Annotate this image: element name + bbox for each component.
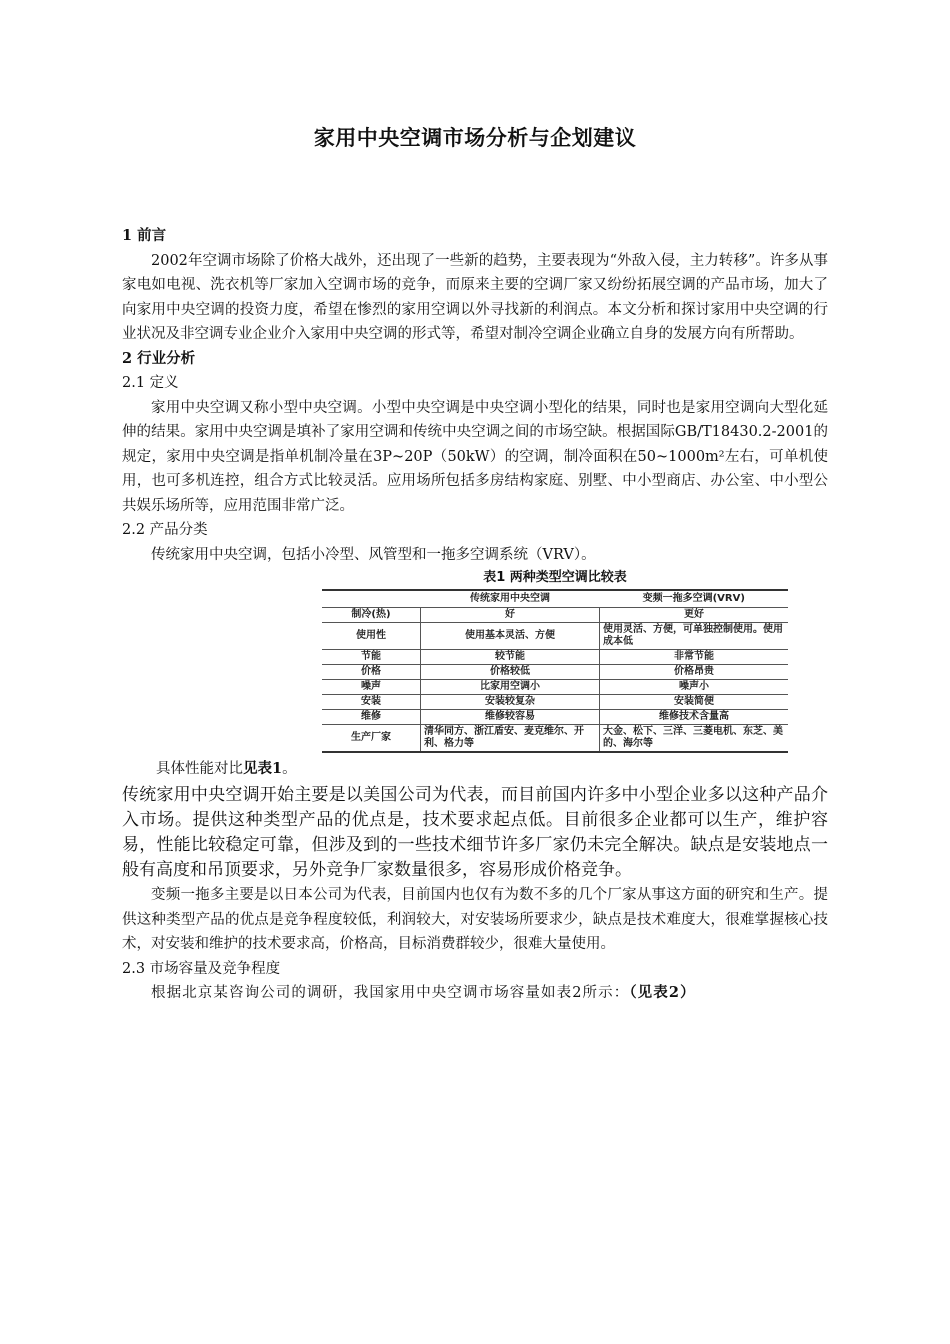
table-cell: 非常节能 [600, 650, 789, 665]
table-cell: 安装 [322, 695, 421, 710]
table-cell: 安装较复杂 [421, 695, 600, 710]
table-cell: 大金、松下、三洋、三菱电机、东芝、美的、海尔等 [600, 725, 789, 753]
table-row [322, 725, 788, 753]
table-cell: 噪声 [322, 680, 421, 695]
table-cell: 价格较低 [421, 665, 600, 680]
subsection-heading-2-1: 2.1 定义 [122, 375, 179, 391]
comparison-table [322, 589, 788, 753]
document-body [122, 224, 828, 1006]
table-cell: 清华同方、浙江盾安、麦克维尔、开利、格力等 [421, 725, 600, 753]
table-row [322, 608, 788, 623]
table-row [322, 623, 788, 650]
subsection-heading-2-3: 2.3 市场容量及竞争程度 [122, 960, 281, 977]
table-ref-end: 。 [282, 761, 297, 777]
table-cell: 比家用空调小 [421, 680, 600, 695]
table-row [322, 695, 788, 710]
table-header-cell [322, 590, 421, 608]
table-row [322, 710, 788, 725]
table-cell: 噪声小 [600, 680, 789, 695]
table-cell: 制冷(热) [322, 608, 421, 623]
table-cell: 使用灵活、方便，可单独控制使用。使用成本低 [600, 623, 789, 650]
table-row [322, 665, 788, 680]
table-cell: 更好 [600, 608, 789, 623]
table-cell: 价格昂贵 [600, 665, 789, 680]
vrv-paragraph: 变频一拖多主要是以日本公司为代表，目前国内也仅有为数不多的几个厂家从事这方面的研究和生产。提供这种类型产品的优点是竞争程度较低，利润较大，对安装场所要求少，缺点是技术难度大，很难掌握核心技术，对安装和维护的技术要求高，价格高，目标消费群较少，很难大量使用。 [122, 887, 828, 952]
market-capacity-text: 根据北京某咨询公司的调研，我国家用中央空调市场容量如表2所示： [151, 985, 630, 1001]
table-cell: 维修技术含量高 [600, 710, 789, 725]
table-header-row [322, 590, 788, 608]
section-1-paragraph: 2002年空调市场除了价格大战外，还出现了一些新的趋势，主要表现为“外敌入侵，主力转移”。许多从事家电如电视、洗衣机等厂家加入空调市场的竞争，而原来主要的空调厂家又纷纷拓展空调的产品市场，加大了向家用中央空调的投资力度，希望在惨烈的家用空调以外寻找新的利润点。本文分析和探讨家用中央空调的行业状况及非空调专业企业介入家用中央空调的形式等，希望对制冷空调企业确立自身的发展方向有所帮助。 [122, 252, 828, 342]
table-ref-link: 见表1 [243, 760, 283, 777]
subsection-2-3-paragraph [122, 981, 828, 1006]
table-row [322, 650, 788, 665]
section-heading-1: 1 前言 [122, 227, 167, 244]
section-heading-2: 2 行业分析 [122, 349, 196, 367]
traditional-paragraph: 传统家用中央空调开始主要是以美国公司为代表，而目前国内许多中小型企业多以这种产品介入市场。提供这种类型产品的优点是，技术要求起点低。目前很多企业都可以生产，维护容易，性能比较稳定可靠，但涉及到的一些技术细节许多厂家仍未完全解决。缺点是安装地点一般有高度和吊顶要求，另外竞争厂家数量很多，容易形成价格竞争。 [122, 785, 828, 880]
table-cell: 维修 [322, 710, 421, 725]
table-cell: 较节能 [421, 650, 600, 665]
subsection-2-2-paragraph: 传统家用中央空调，包括小冷型、风管型和一拖多空调系统（VRV）。 [151, 546, 596, 563]
table-cell: 好 [421, 608, 600, 623]
table-row [322, 680, 788, 695]
table-header-cell: 变频一拖多空调(VRV) [600, 590, 789, 608]
table-2-reference: （见表2） [629, 984, 696, 1001]
table-1-caption: 表1 两种类型空调比较表 [483, 570, 627, 585]
table-cell: 维修较容易 [421, 710, 600, 725]
table-1-reference [156, 757, 297, 782]
table-cell: 使用基本灵活、方便 [421, 623, 600, 650]
table-cell: 生产厂家 [322, 725, 421, 753]
table-cell: 安装简便 [600, 695, 789, 710]
document-title: 家用中央空调市场分析与企划建议 [313, 125, 637, 150]
table-header-cell: 传统家用中央空调 [421, 590, 600, 608]
table-cell: 价格 [322, 665, 421, 680]
table-cell: 节能 [322, 650, 421, 665]
table-1-block [122, 569, 828, 783]
table-ref-text: 具体性能对比 [156, 761, 243, 777]
table-cell: 使用性 [322, 623, 421, 650]
subsection-2-1-paragraph: 家用中央空调又称小型中央空调。小型中央空调是中央空调小型化的结果，同时也是家用空调向大型化延伸的结果。家用中央空调是填补了家用空调和传统中央空调之间的市场空缺。根据国际GB/T18430.2-2001的规定，家用中央空调是指单机制冷量在3P~20P（50kW）的空调，制冷面积在50~1000m²左右，可单机使用，也可多机连控，组合方式比较灵活。应用场所包括多房结构家庭、别墅、中小型商店、办公室、中小型公共娱乐场所等，应用范围非常广泛。 [122, 399, 828, 514]
subsection-heading-2-2: 2.2 产品分类 [122, 522, 208, 538]
